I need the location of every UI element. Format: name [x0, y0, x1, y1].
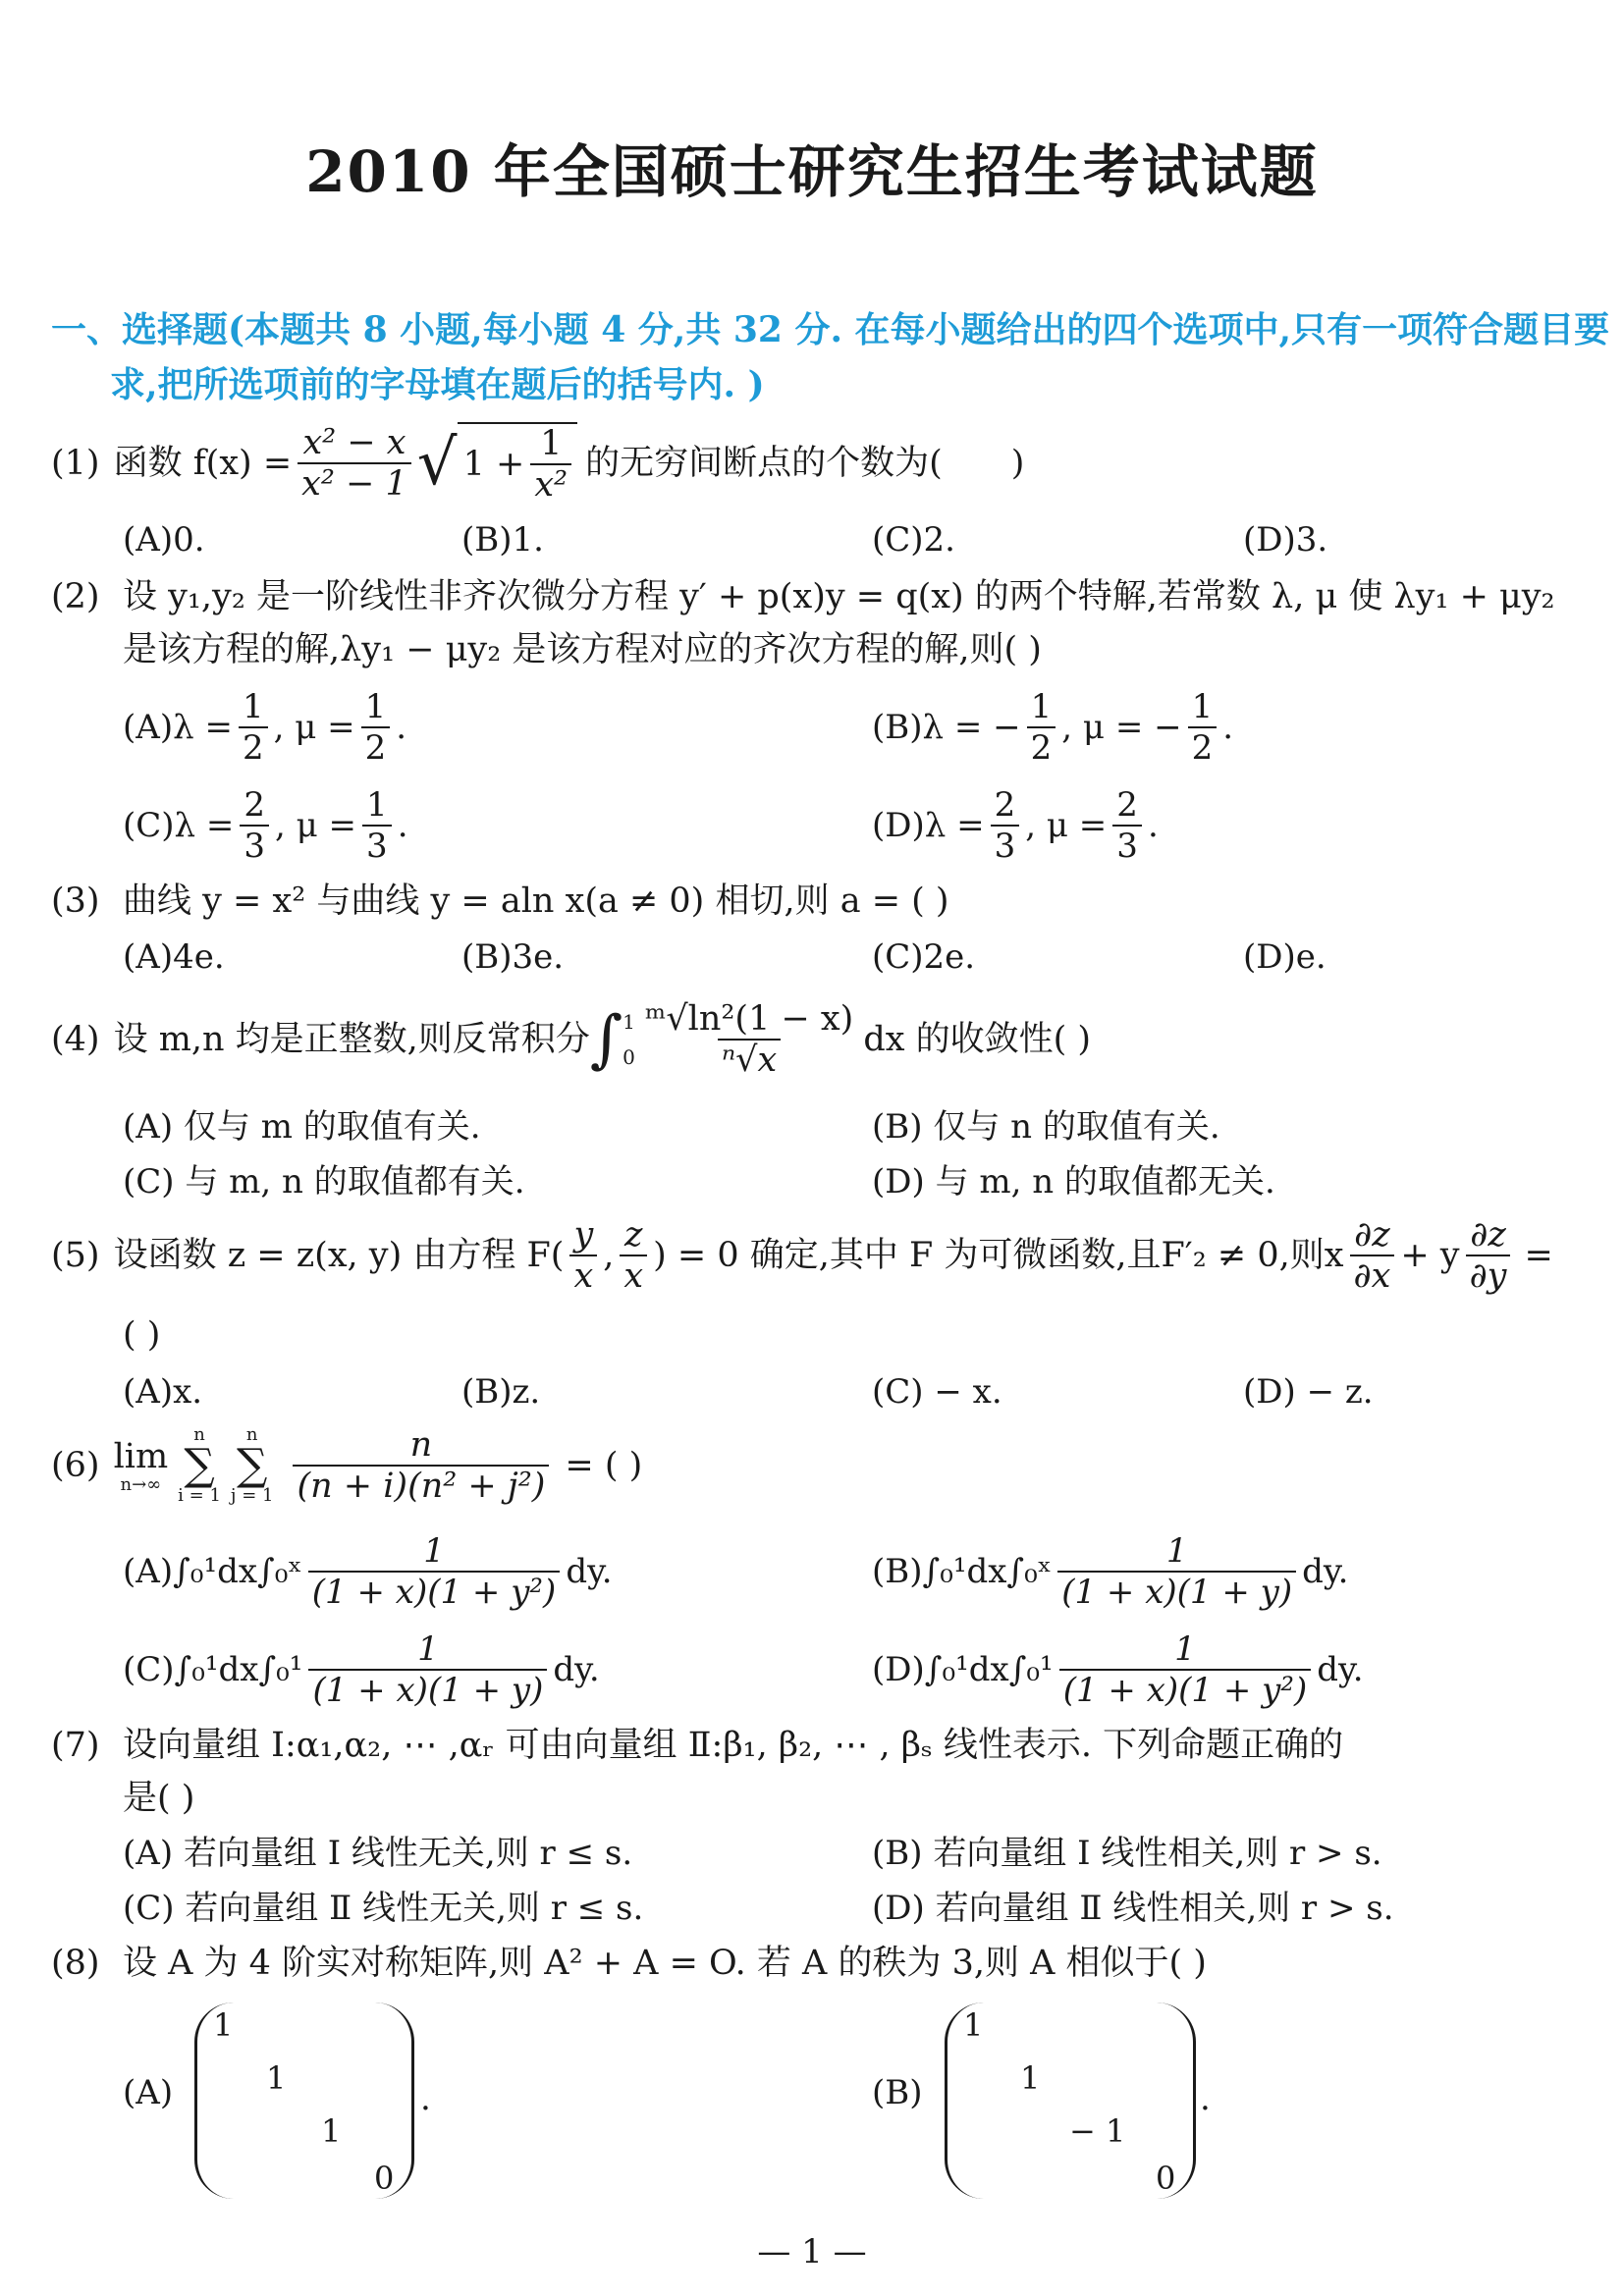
fraction-denominator: (1 + x)(1 + y²) — [1059, 1669, 1312, 1710]
fraction-denominator: (1 + x)(1 + y) — [1057, 1571, 1296, 1612]
fraction-numerator: 1 — [1191, 687, 1214, 726]
fraction-denominator: x — [620, 1255, 647, 1296]
fraction-numerator: 1 — [1165, 1531, 1188, 1571]
option-d — [872, 1629, 1364, 1710]
limit-text: lim — [113, 1437, 169, 1476]
integral-expression: ∫₀¹dx∫₀ˣ — [173, 1552, 302, 1591]
fraction-denominator: 2 — [1027, 726, 1056, 768]
question-number: (5) — [51, 1236, 100, 1275]
integral-lower: 0 — [623, 1045, 635, 1069]
question-text: 函数 f(x) = — [113, 444, 293, 483]
option-b-end: . — [1200, 2079, 1211, 2118]
option-d — [872, 785, 1159, 866]
integral-limits — [623, 1004, 635, 1075]
fraction-denominator: x² — [530, 463, 571, 505]
section-heading-line1: 一、选择题(本题共 8 小题,每小题 4 分,共 32 分. 在每小题给出的四个选项中,只有一项符合题目要 — [51, 309, 1610, 350]
sigma-symbol: ∑ — [236, 1440, 268, 1490]
option-end: dy. — [1317, 1650, 1364, 1689]
fraction-numerator: n — [409, 1425, 433, 1465]
fraction-denominator: 2 — [239, 726, 268, 768]
fraction — [1059, 1629, 1312, 1710]
summation-i — [178, 1426, 221, 1505]
option-end: . — [397, 806, 408, 845]
fraction-denominator: 3 — [362, 825, 392, 866]
integral-upper: 1 — [623, 1010, 635, 1034]
fraction-numerator: ᵐ√ln²(1 − x) — [644, 999, 854, 1039]
option-middle: , μ = — [275, 806, 357, 845]
separator: , — [603, 1236, 615, 1275]
fraction — [641, 999, 857, 1080]
fraction-denominator: ⁿ√x — [718, 1039, 781, 1080]
question-8-number: (8) — [51, 1944, 100, 1983]
fraction-numerator: x² − x — [302, 423, 406, 462]
fraction-numerator: 1 — [366, 785, 388, 825]
option-a: (A)0. — [123, 520, 205, 560]
option-b: (B)3e. — [461, 937, 565, 977]
option-a: (A) 仅与 m 的取值有关. — [123, 1107, 481, 1147]
matrix-entry: − 1 — [1069, 2112, 1126, 2150]
option-c: (C)2e. — [872, 937, 976, 977]
fraction-numerator: 1 — [1030, 687, 1053, 726]
option-middle: , μ = − — [1061, 708, 1182, 747]
matrix-entry: 0 — [374, 2160, 395, 2197]
summation-j — [231, 1426, 274, 1505]
fraction-numerator: 1 — [417, 1629, 439, 1669]
question-2-number: (2) — [51, 577, 100, 616]
option-end: . — [396, 708, 407, 747]
option-a: (A)4e. — [123, 937, 225, 977]
fraction — [530, 424, 571, 505]
fraction — [620, 1215, 647, 1296]
sum-upper: n — [245, 1424, 258, 1445]
option-c: (C) − x. — [872, 1372, 1002, 1412]
integral-expression: ∫₀¹dx∫₀ˣ — [922, 1552, 1053, 1591]
option-label: (B) — [872, 1552, 923, 1591]
fraction — [991, 785, 1020, 866]
option-label: (C) — [123, 1650, 175, 1689]
fraction — [239, 687, 268, 768]
option-a: (A)x. — [123, 1372, 203, 1412]
integral — [590, 1004, 635, 1075]
sum-lower: j = 1 — [230, 1485, 274, 1506]
question-8-text: 设 A 为 4 阶实对称矩阵,则 A² + A = O. 若 A 的秩为 3,则 A 相似于( ) — [123, 1944, 1207, 1983]
question-4 — [51, 999, 1091, 1080]
sqrt-content — [458, 422, 578, 505]
sum-lower: i = 1 — [178, 1485, 221, 1506]
fraction-numerator: ∂z — [1470, 1215, 1506, 1255]
option-end: . — [1222, 708, 1234, 747]
fraction-denominator: 3 — [240, 825, 269, 866]
fraction — [1112, 785, 1142, 866]
option-c: (C)2. — [872, 520, 955, 560]
option-label: (C)λ = — [123, 806, 235, 845]
fraction-denominator: (n + i)(n² + j²) — [293, 1465, 549, 1506]
fraction-numerator: 2 — [994, 785, 1016, 825]
matrix-a — [194, 2002, 414, 2199]
option-d: (D) − z. — [1243, 1372, 1374, 1412]
fraction — [1057, 1531, 1296, 1612]
option-a-label: (A) — [123, 2073, 174, 2112]
integral-expression: ∫₀¹dx∫₀¹ — [924, 1650, 1054, 1689]
option-a — [123, 1531, 613, 1612]
fraction-numerator: 1 — [423, 1531, 445, 1571]
limit-subscript: n→∞ — [120, 1474, 162, 1495]
matrix-entry: 1 — [1020, 2059, 1041, 2097]
question-text-post: 的无穷间断点的个数为( — [585, 444, 943, 483]
integral-sign: ∫ — [589, 1003, 623, 1076]
question-1 — [51, 422, 1024, 505]
question-6 — [51, 1425, 642, 1506]
question-text-post: = ( ) — [565, 1446, 643, 1485]
question-2-line2: 是该方程的解,λy₁ − μy₂ 是该方程对应的齐次方程的解,则( ) — [123, 630, 1042, 669]
question-text: 设 m,n 均是正整数,则反常积分 — [113, 1020, 590, 1059]
option-label: (D) — [872, 1650, 925, 1689]
section-heading-line2: 求,把所选项前的字母填在题后的括号内. ) — [110, 364, 765, 405]
fraction-numerator: 2 — [1116, 785, 1138, 825]
question-text-post: dx 的收敛性( ) — [863, 1020, 1092, 1059]
fraction-denominator: 2 — [1188, 726, 1218, 768]
fraction — [308, 1629, 547, 1710]
option-c: (C) 若向量组 Ⅱ 线性无关,则 r ≤ s. — [123, 1889, 644, 1928]
sqrt-symbol: √ — [416, 427, 458, 500]
fraction — [569, 1215, 597, 1296]
option-d: (D) 与 m, n 的取值都无关. — [872, 1162, 1275, 1201]
option-middle: , μ = — [273, 708, 355, 747]
plus-term: + y — [1400, 1236, 1460, 1275]
option-c: (C) 与 m, n 的取值都有关. — [123, 1162, 525, 1201]
option-label: (D)λ = — [872, 806, 985, 845]
question-3-number: (3) — [51, 881, 100, 921]
question-5 — [51, 1215, 1553, 1296]
matrix-entry: 1 — [213, 2006, 234, 2044]
fraction-numerator: 1 — [540, 424, 563, 463]
question-7-number: (7) — [51, 1726, 100, 1765]
option-b — [872, 1531, 1348, 1612]
question-2-line1: 设 y₁,y₂ 是一阶线性非齐次微分方程 y′ + p(x)y = q(x) 的两个特解,若常数 λ, μ 使 λy₁ + μy₂ — [123, 577, 1555, 616]
option-c — [123, 785, 408, 866]
option-label: (B)λ = − — [872, 708, 1021, 747]
option-b: (B)z. — [461, 1372, 541, 1412]
sum-upper: n — [193, 1424, 205, 1445]
option-label: (A)λ = — [123, 708, 233, 747]
answer-paren-close: ) — [1010, 444, 1025, 483]
option-middle: , μ = — [1025, 806, 1108, 845]
fraction-denominator: (1 + x)(1 + y²) — [308, 1571, 561, 1612]
option-label: (A) — [123, 1552, 174, 1591]
fraction-numerator: z — [624, 1215, 643, 1255]
answer-blank: ( ) — [123, 1315, 161, 1355]
fraction — [308, 1531, 561, 1612]
option-c — [123, 1629, 600, 1710]
option-d: (D)3. — [1243, 520, 1328, 560]
question-number: (4) — [51, 1020, 100, 1059]
option-b: (B)1. — [461, 520, 544, 560]
question-text-middle: ) = 0 确定,其中 F 为可微函数,且F′₂ ≠ 0,则x — [653, 1236, 1344, 1275]
limit — [114, 1437, 169, 1494]
fraction-numerator: 1 — [242, 687, 264, 726]
fraction — [293, 1425, 549, 1506]
option-b: (B) 仅与 n 的取值有关. — [872, 1107, 1220, 1147]
fraction-numerator: y — [573, 1215, 594, 1255]
fraction — [240, 785, 269, 866]
fraction-numerator: 1 — [364, 687, 387, 726]
fraction-denominator: 2 — [361, 726, 391, 768]
fraction-denominator: 3 — [1112, 825, 1142, 866]
option-b-label: (B) — [872, 2073, 923, 2112]
question-text: 设函数 z = z(x, y) 由方程 F( — [113, 1236, 565, 1275]
matrix-entry: 1 — [266, 2059, 287, 2097]
fraction-denominator: ∂y — [1466, 1255, 1511, 1296]
fraction-denominator: 3 — [991, 825, 1020, 866]
fraction-denominator: x — [569, 1255, 597, 1296]
option-d: (D) 若向量组 Ⅱ 线性相关,则 r > s. — [872, 1889, 1394, 1928]
matrix-entry: 1 — [321, 2112, 342, 2150]
option-b: (B) 若向量组 Ⅰ 线性相关,则 r > s. — [872, 1834, 1382, 1873]
question-number: (6) — [51, 1446, 100, 1485]
fraction-denominator: (1 + x)(1 + y) — [308, 1669, 547, 1710]
page-title: 2010 年全国硕士研究生招生考试试题 — [305, 138, 1319, 205]
fraction — [1188, 687, 1218, 768]
option-d: (D)e. — [1243, 937, 1326, 977]
fraction-numerator: 1 — [1174, 1629, 1196, 1669]
sqrt-prefix: 1 + — [462, 445, 525, 484]
option-end: . — [1147, 806, 1159, 845]
question-7-line1: 设向量组 Ⅰ:α₁,α₂, ⋯ ,αᵣ 可由向量组 Ⅱ:β₁, β₂, ⋯ , βₛ 线性表示. 下列命题正确的 — [123, 1726, 1344, 1765]
partial-fraction — [1350, 1215, 1395, 1296]
option-end: dy. — [1302, 1552, 1349, 1591]
integral-expression: ∫₀¹dx∫₀¹ — [174, 1650, 303, 1689]
option-end: dy. — [566, 1552, 613, 1591]
matrix-entry: 0 — [1156, 2160, 1176, 2197]
fraction-denominator: ∂x — [1350, 1255, 1395, 1296]
matrix-b — [945, 2002, 1196, 2199]
fraction — [298, 423, 411, 504]
option-a-end: . — [420, 2079, 431, 2118]
option-a: (A) 若向量组 Ⅰ 线性无关,则 r ≤ s. — [123, 1834, 633, 1873]
option-end: dy. — [553, 1650, 600, 1689]
partial-fraction — [1466, 1215, 1511, 1296]
fraction — [361, 687, 391, 768]
fraction-numerator: ∂z — [1354, 1215, 1390, 1255]
fraction — [1027, 687, 1056, 768]
sigma-symbol: ∑ — [184, 1440, 215, 1490]
fraction — [362, 785, 392, 866]
matrix-entry: 1 — [963, 2006, 984, 2044]
equals-sign: = — [1524, 1236, 1553, 1275]
fraction-numerator: 2 — [244, 785, 266, 825]
fraction-denominator: x² − 1 — [298, 462, 411, 504]
page-number: — 1 — — [757, 2232, 867, 2271]
question-number: (1) — [51, 444, 100, 483]
question-3-text: 曲线 y = x² 与曲线 y = aln x(a ≠ 0) 相切,则 a = ( ) — [123, 881, 949, 921]
option-b — [872, 687, 1233, 768]
question-7-line2: 是( ) — [123, 1779, 195, 1818]
option-a — [123, 687, 406, 768]
